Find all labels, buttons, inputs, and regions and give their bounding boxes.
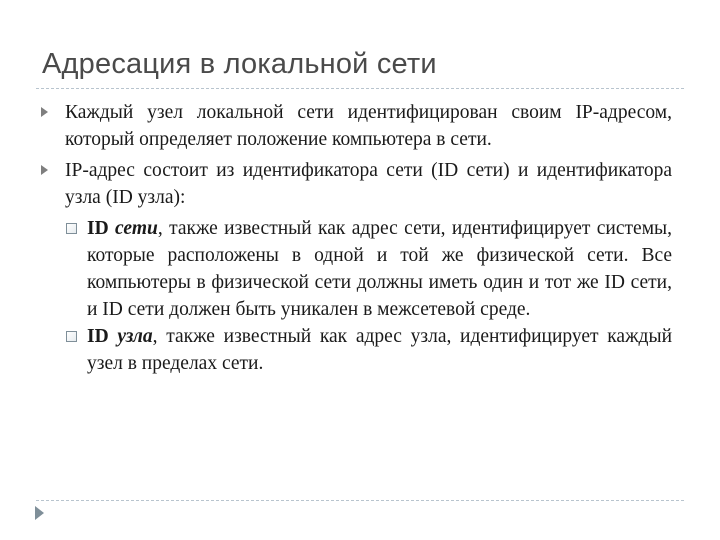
bullet-text: IP-адрес состоит из идентификатора сети (ID сети) и идентификатора узла (ID узла): [65,160,672,208]
title-divider [36,88,684,89]
footer-divider [36,500,684,501]
slide-title: Адресация в локальной сети [42,48,437,80]
triangle-bullet-icon [41,165,48,175]
sub-bullet-term-b: сети [115,218,158,239]
sub-bullet-text: , также известный как адрес узла, идентифицирует каждый узел в пределах сети. [87,326,672,374]
square-bullet-icon [66,331,77,342]
sub-bullet-term-a: ID [87,218,109,239]
bullet-item-1 [38,99,672,153]
sub-bullet-term-b: узла [117,326,153,347]
sub-bullet-text: , также известный как адрес сети, идентифицирует системы, которые расположены в одной и той же физической сети. Все компьютеры в физической сети должны иметь один и тот же ID сети, и ID сети должен быть уникален в межсетевой среде. [87,218,673,320]
triangle-bullet-icon [41,107,48,117]
bullet-item-2 [38,157,672,211]
slide-content [38,99,672,377]
bullet-list [38,99,672,211]
sub-bullet-term-a: ID [87,326,109,347]
next-slide-arrow-icon[interactable] [35,506,44,520]
sub-bullet-item-2 [65,323,672,377]
sub-bullet-item-1 [65,215,672,323]
sub-bullet-list [38,215,672,377]
square-bullet-icon [66,223,77,234]
bullet-text: Каждый узел локальной сети идентифицирован своим IP-адресом, который определяет положение компьютера в сети. [65,102,672,150]
